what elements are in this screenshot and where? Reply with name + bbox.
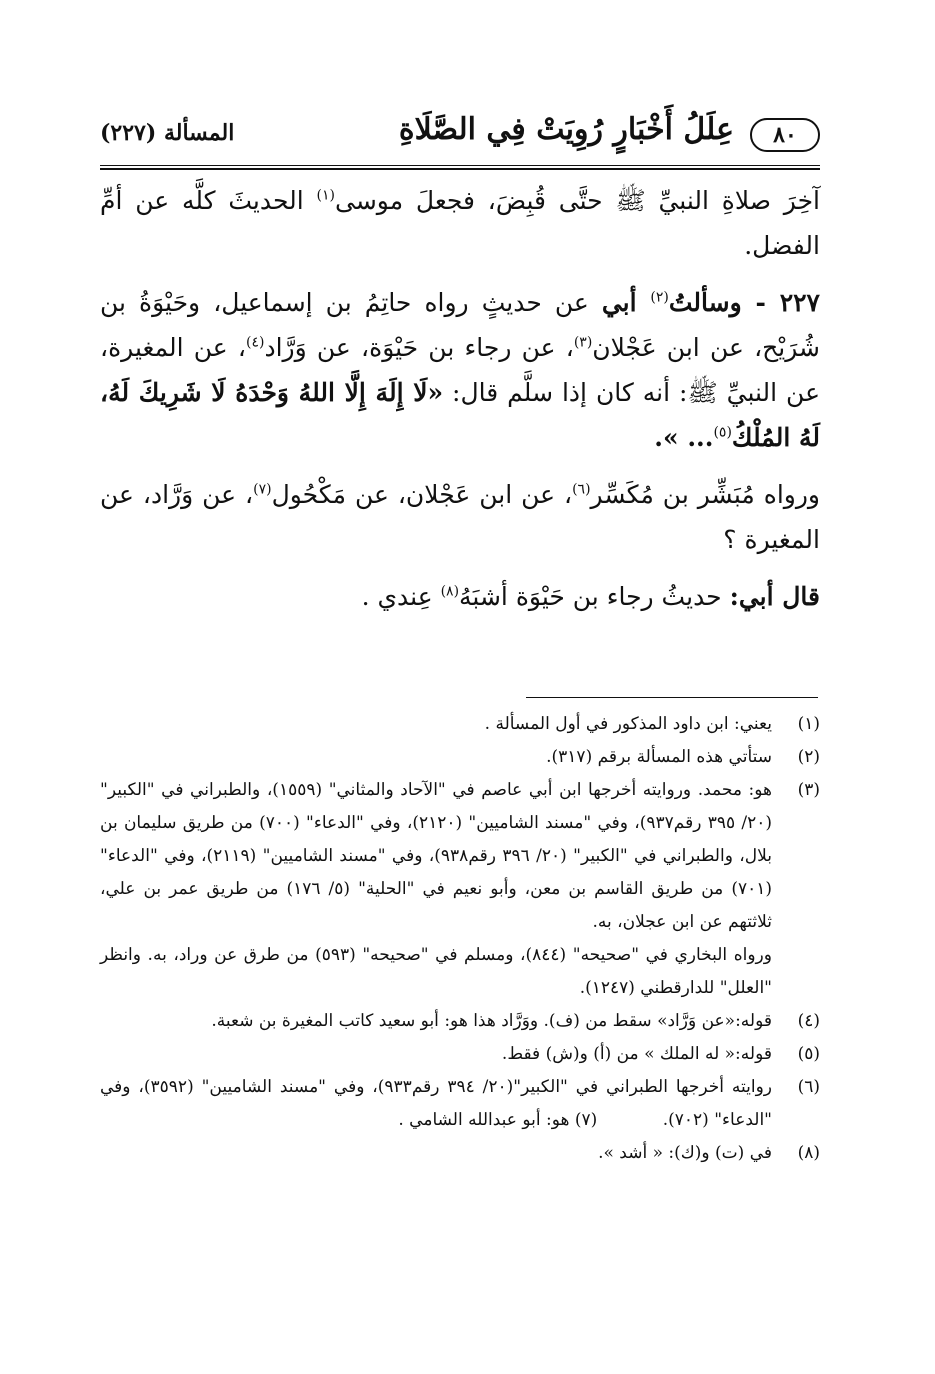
- footnotes: [100, 708, 820, 1170]
- footnote-text: روايته أخرجها الطبراني في "الكبير"(٢٠/ ٣٩٤ رقم٩٣٣)، وفي "مسند الشاميين" (٣٥٩٢)، وفي "الدعاء" (٧٠٢).: [100, 1077, 772, 1130]
- footnote-ref: (٢): [650, 289, 669, 306]
- question-number: ٢٢٧ -: [741, 288, 820, 317]
- footnote-ref: (١): [316, 187, 335, 204]
- text-span: عِندي .: [361, 582, 441, 611]
- hadith-quote-end: ... ».: [654, 423, 714, 452]
- question-lead: وسألتُ: [668, 288, 742, 317]
- hadith-quote: «لَا إِلَهَ إِلَّا اللهُ وَحْدَهُ لَا شَرِيكَ لَهُ، لَهُ المُلْكُ: [100, 378, 820, 452]
- book-title: عِلَلُ أَخْبَارٍ رُوِيَتْ فِي الصَّلَاةِ: [398, 112, 734, 147]
- footnote-ref: (٣): [573, 334, 593, 351]
- footnote-text: ستأتي هذه المسألة برقم (٣١٧).: [546, 747, 772, 767]
- footnote: [100, 1071, 820, 1137]
- footnote: [100, 741, 820, 774]
- footnote-number: (٤): [797, 1011, 820, 1031]
- footnote-text: هو: أبو عبدالله الشامي .: [398, 1110, 570, 1130]
- footnote-ref: (٧): [253, 481, 272, 498]
- paragraph-continuation: [100, 178, 820, 268]
- footnote-separator: [526, 697, 818, 698]
- header-divider-thick: [100, 168, 820, 170]
- footnote-text: هو: محمد. وروايته أخرجها ابن أبي عاصم في "الآحاد والمثاني" (١٥٥٩)، والطبراني في "الكبير" (٢٠/ ٣٩٥ رقم٩٣٧)، وفي "مسند الشاميين" (٢١٢٠)، وفي "الدعاء" (٧٠٠) من طريق سليمان بن بلال، والطبراني في "الكبير" (٢٠/ ٣٩٦ رقم٩٣٨)، وفي "مسند الشاميين" (٢١١٩)، وفي "الدعاء" (٧٠١) من طريق القاسم بن معن، وأبو نعيم في "الحلية" (٥/ ١٧٦) من طريق عمر بن علي، ثلاثتهم عن ابن عجلان، به.: [100, 780, 772, 932]
- footnote-number: (٧): [574, 1110, 598, 1130]
- footnote-number: (٢): [797, 747, 820, 767]
- footnote-text: قوله:« له الملك » من (أ) و(ش) فقط.: [501, 1044, 772, 1064]
- page-header: [100, 108, 820, 162]
- text-span: ورواه مُبَشِّر بن مُكَسِّر: [590, 480, 820, 509]
- footnote-number: (١): [797, 714, 820, 734]
- footnote: [100, 774, 820, 1005]
- footnote-number: (٨): [797, 1143, 820, 1163]
- text-span: حديثُ رجاء بن حَيْوَة أشبَهُ: [459, 582, 730, 611]
- question-lead: أبي: [601, 288, 651, 317]
- footnote-number: (٦): [797, 1077, 820, 1097]
- narration-paragraph: [100, 472, 820, 562]
- footnote-ref: (٨): [440, 583, 460, 600]
- footnote-ref: (٦): [572, 481, 591, 498]
- issue-label: المسألة (٢٢٧): [100, 120, 235, 146]
- footnote: [100, 708, 820, 741]
- text-span: الحديثَ كلَّه عن أمِّ الفضل.: [100, 186, 820, 260]
- footnote: [100, 1137, 820, 1170]
- footnote-text: قوله:«عن وَرَّاد» سقط من (ف). ووَرَّاد هذا هو: أبو سعيد كاتب المغيرة بن شعبة.: [211, 1011, 772, 1031]
- text-span: ، عن وَرَّاد، عن المغيرة ؟: [100, 480, 820, 554]
- footnote-number: (٣): [797, 780, 820, 800]
- footnote-text: ورواه البخاري في "صحيحه" (٨٤٤)، ومسلم في "صحيحه" (٥٩٣) من طرق عن وراد، به. وانظر "العلل" للدارقطني (١٢٤٧).: [100, 945, 772, 998]
- text-span: ، عن المغيرة، عن النبيِّ ﷺ: أنه كان إذا سلَّم قال:: [100, 333, 820, 407]
- main-text: [100, 178, 820, 619]
- footnote: [100, 1038, 820, 1071]
- footnote-ref: (٥): [713, 424, 732, 441]
- footnote-ref: (٤): [246, 334, 265, 351]
- text-span: عن حديثٍ رواه حاتِمُ بن إسماعيل، وحَيْوَةُ بن شُرَيْح، عن ابن عَجْلان: [100, 288, 820, 362]
- question-paragraph: [100, 280, 820, 460]
- header-divider: [100, 165, 820, 166]
- answer-lead: قال أبي:: [729, 582, 820, 611]
- page-number: ٨٠: [750, 118, 820, 152]
- answer-paragraph: [100, 574, 820, 619]
- footnote-number: (٥): [797, 1044, 820, 1064]
- footnote-text: في (ت) و(ك): « أشد ».: [598, 1143, 772, 1163]
- text-span: آخِرَ صلاةِ النبيِّ ﷺ حتَّى قُبِضَ، فجعلَ موسى: [335, 186, 820, 215]
- text-span: ، عن رجاء بن حَيْوَة، عن وَرَّاد: [264, 333, 574, 362]
- footnote-text: يعني: ابن داود المذكور في أول المسألة .: [484, 714, 772, 734]
- footnote: [100, 1005, 820, 1038]
- text-span: ، عن ابن عَجْلان، عن مَكْحُول: [271, 480, 573, 509]
